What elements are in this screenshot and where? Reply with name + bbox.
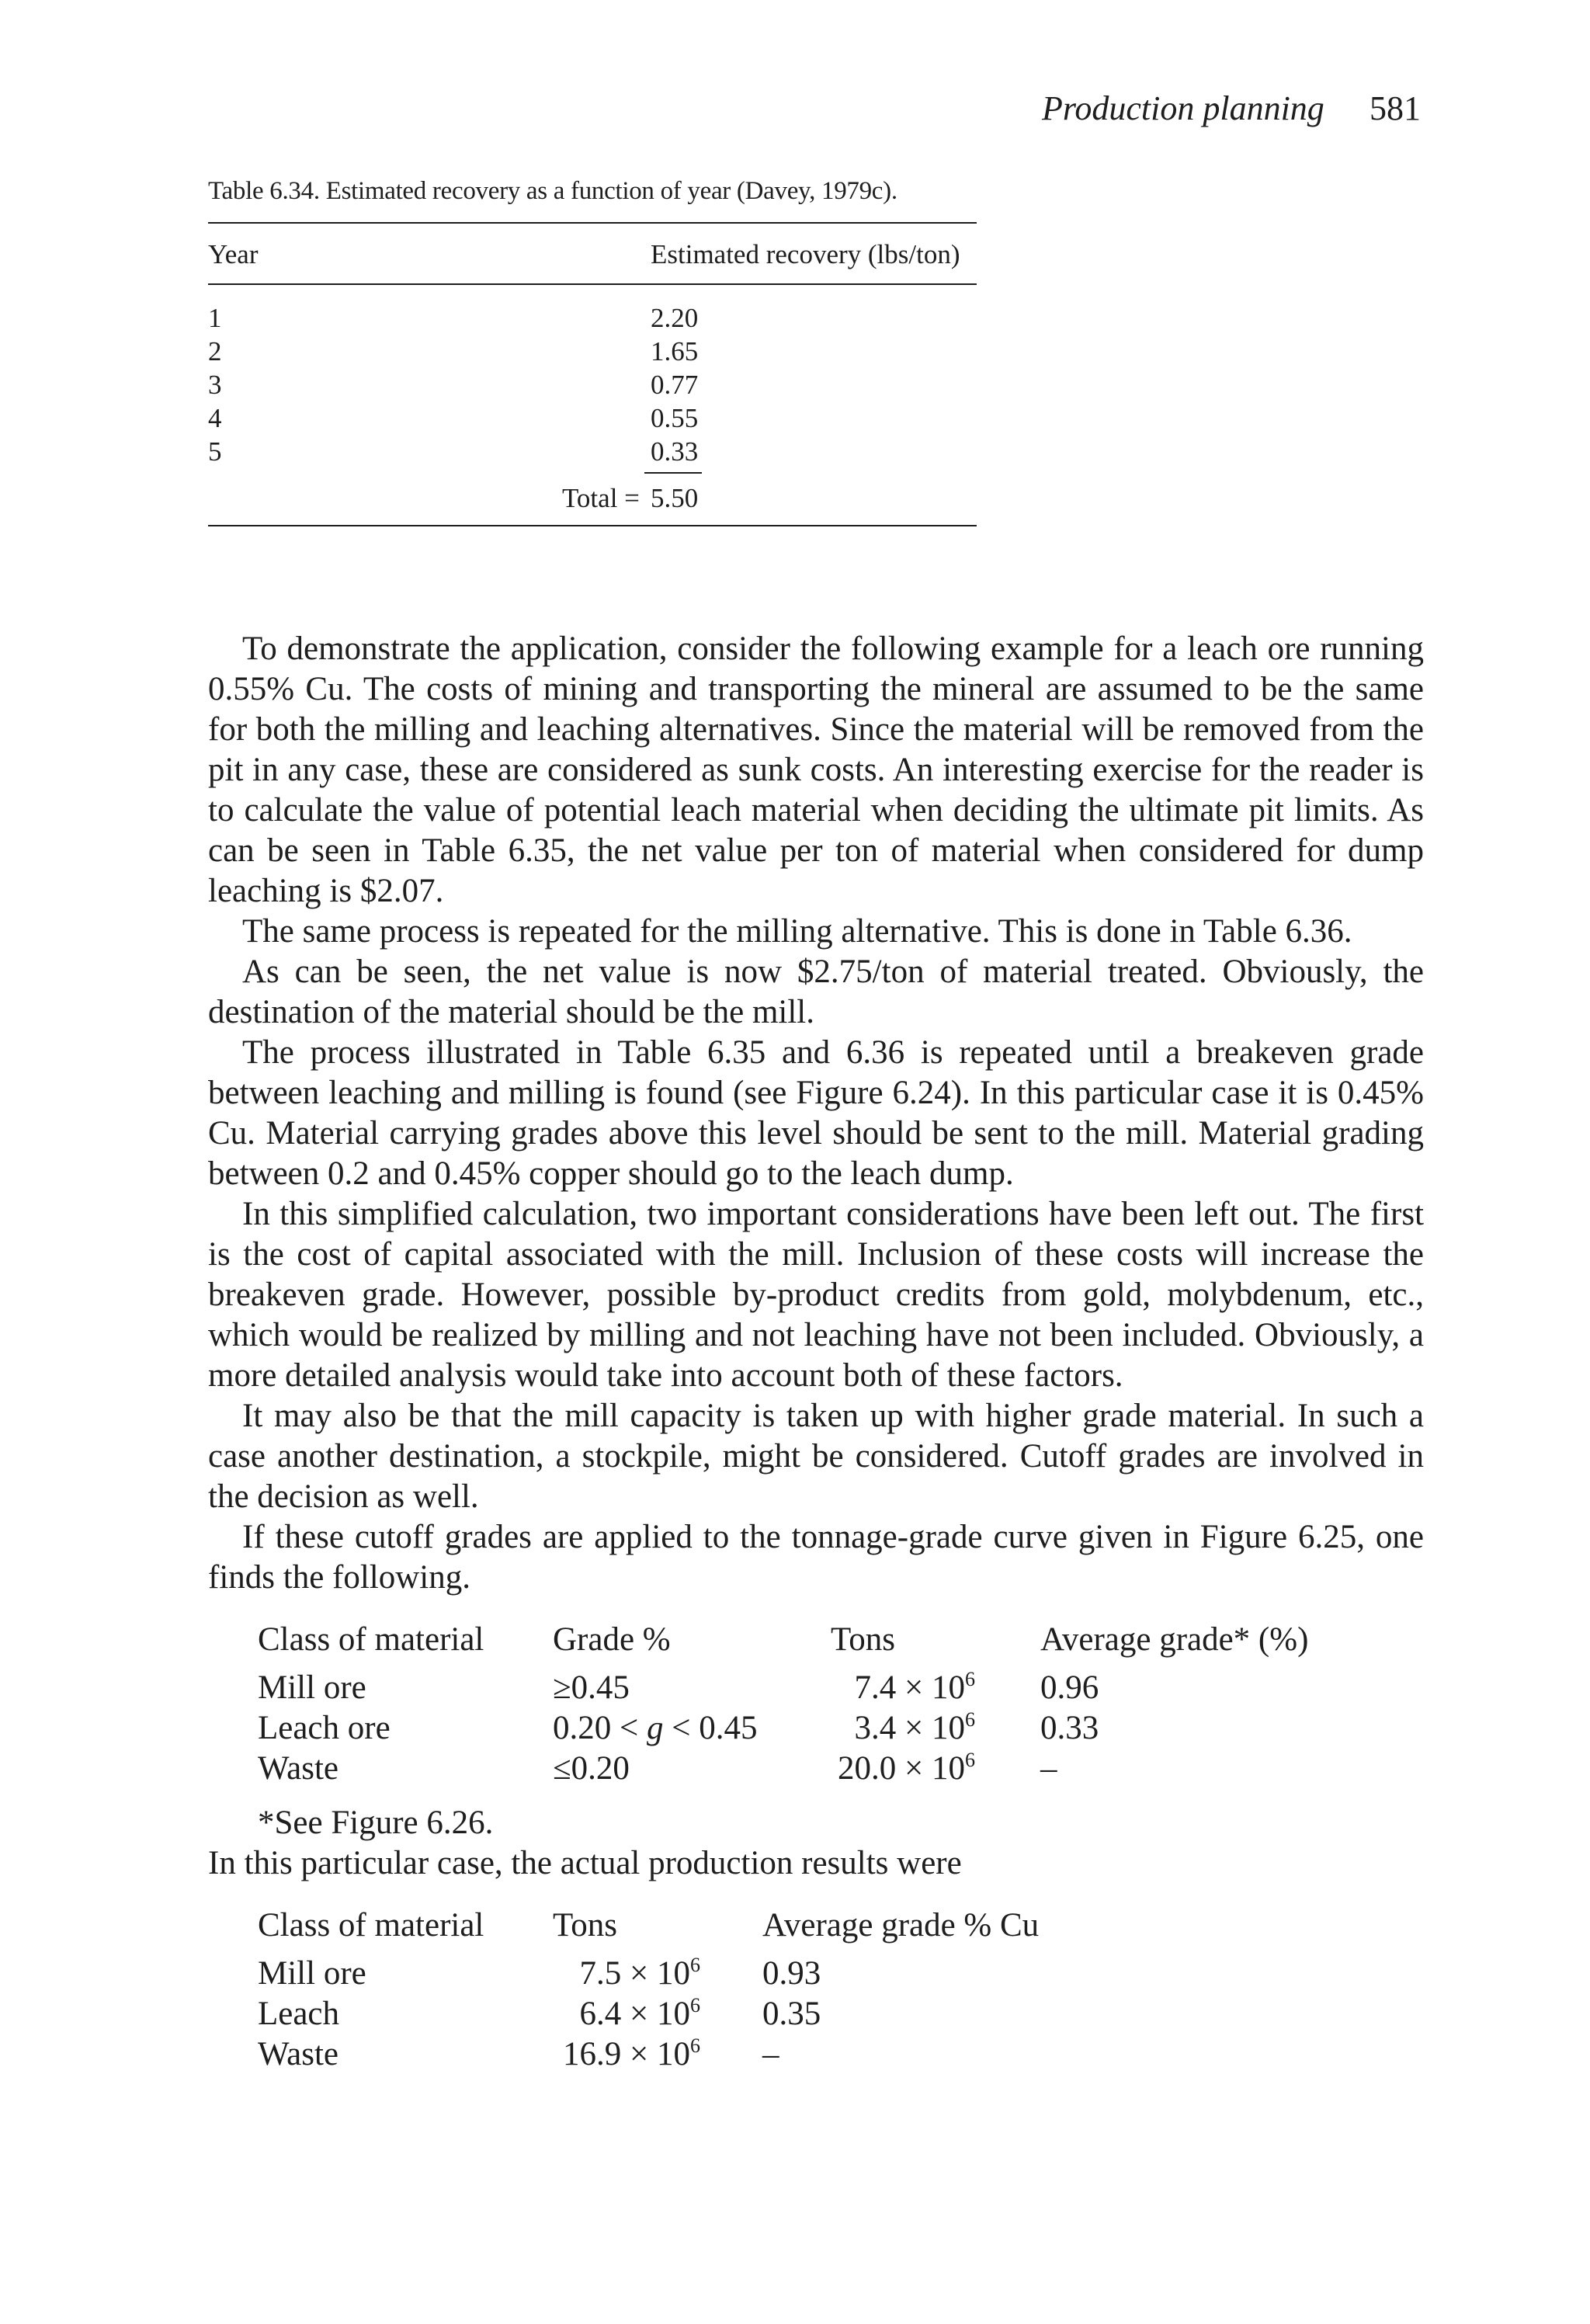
table-cell-class: Leach ore — [258, 1710, 391, 1746]
column-header: Class of material — [258, 1907, 484, 1944]
table-cell-average: 0.93 — [762, 1955, 821, 1992]
column-header: Tons — [831, 1621, 895, 1658]
sum-rule — [644, 472, 702, 474]
table-row-recovery: 0.33 — [651, 436, 699, 467]
paragraph: As can be seen, the net value is now $2.75/ton of material treated. Obviously, the destination of the material should be the mill. — [208, 954, 1424, 1030]
table-cell-tons: $7.5 \times 10^6$ — [579, 1954, 700, 1992]
paragraph: The same process is repeated for the milling alternative. This is done in Table 6.36. — [242, 913, 1352, 950]
table-cell-class: Leach — [258, 1996, 340, 2032]
table-cell-class: Mill ore — [258, 1955, 366, 1992]
table-row-year: 5 — [208, 436, 222, 467]
column-header-year: Year — [208, 239, 259, 269]
table-cell-grade: ≥0.45 — [553, 1669, 630, 1706]
table-cell-grade: 0.20 < g < 0.45 — [553, 1710, 758, 1746]
table-cell-average: 0.33 — [1040, 1710, 1099, 1746]
table-footnote: *See Figure 6.26. — [258, 1805, 494, 1841]
table-cell-tons: $16.9 \times 10^6$ — [562, 2034, 700, 2072]
column-header: Average grade % Cu — [762, 1907, 1040, 1944]
total-label: Total = — [562, 483, 640, 513]
actual-results-intro: In this particular case, the actual production results were — [208, 1845, 962, 1881]
table-row-recovery: 0.55 — [651, 403, 699, 433]
paragraph: In this simplified calculation, two important considerations have been left out. The first is the cost of capital associated with the mill. Inclusion of these costs will increase the breakeven grade. However, possible by-product credits from gold, molybdenum, etc., which would be realized by milling and not leaching have not been included. Obviously, a more detailed analysis would take into account both of these factors. — [208, 1196, 1424, 1394]
table-header-rule — [208, 283, 977, 285]
table-row-recovery: 1.65 — [651, 336, 699, 366]
table-row-year: 1 — [208, 303, 222, 333]
running-header-title: Production planning — [1042, 89, 1324, 127]
table-cell-average: – — [762, 2036, 779, 2072]
table-row-year: 4 — [208, 403, 222, 433]
table-cell-class: Waste — [258, 2036, 338, 2072]
table-cell-average: 0.96 — [1040, 1669, 1099, 1706]
paragraph: The process illustrated in Table 6.35 and 6.36 is repeated until a breakeven grade between leaching and milling is found (see Figure 6.24). In this particular case it is 0.45% Cu. Material carrying grades above this level should be sent to the mill. Material grading between 0.2 and 0.45% copper should go to the leach dump. — [208, 1034, 1424, 1192]
paragraph: To demonstrate the application, consider the following example for a leach ore running 0.55% Cu. The costs of mining and transporting the mineral are assumed to be the same for both the milling and leaching alternatives. Since the material will be removed from the pit in any case, these are considered as sunk costs. An interesting exercise for the reader is to calculate the value of potential leach material when deciding the ultimate pit limits. As can be seen in Table 6.35, the net value per ton of material when considered for dump leaching is $2.07. — [208, 631, 1424, 909]
table-row-year: 3 — [208, 370, 222, 400]
table-cell-grade: ≤0.20 — [553, 1750, 630, 1787]
column-header: Class of material — [258, 1621, 484, 1658]
table-cell-average: 0.35 — [762, 1996, 821, 2032]
table-cell-tons: $20.0 \times 10^6$ — [837, 1749, 975, 1787]
table-cell-tons: $7.4 \times 10^6$ — [854, 1668, 975, 1706]
table-cell-class: Mill ore — [258, 1669, 366, 1706]
paragraph: If these cutoff grades are applied to the tonnage-grade curve given in Figure 6.25, one finds the following. — [208, 1519, 1424, 1596]
table-bottom-rule — [208, 525, 977, 526]
paragraph: It may also be that the mill capacity is taken up with higher grade material. In such a case another destination, a stockpile, might be considered. Cutoff grades are involved in the decision as well. — [208, 1398, 1424, 1515]
column-header-recovery: Estimated recovery (lbs/ton) — [651, 239, 960, 269]
table-cell-average: – — [1040, 1750, 1057, 1787]
table-cell-class: Waste — [258, 1750, 338, 1787]
table-cell-tons: $3.4 \times 10^6$ — [854, 1708, 975, 1746]
table-row-recovery: 0.77 — [651, 370, 699, 400]
column-header: Tons — [553, 1907, 617, 1944]
table-top-rule — [208, 222, 977, 224]
total-value: 5.50 — [651, 483, 699, 513]
table-cell-tons: $6.4 \times 10^6$ — [579, 1994, 700, 2032]
table-row-year: 2 — [208, 336, 222, 366]
table-row-recovery: 2.20 — [651, 303, 699, 333]
page-number: 581 — [1370, 89, 1421, 127]
column-header: Average grade* (%) — [1040, 1621, 1309, 1658]
column-header: Grade % — [553, 1621, 671, 1658]
table-caption: Table 6.34. Estimated recovery as a function of year (Davey, 1979c). — [208, 177, 897, 205]
